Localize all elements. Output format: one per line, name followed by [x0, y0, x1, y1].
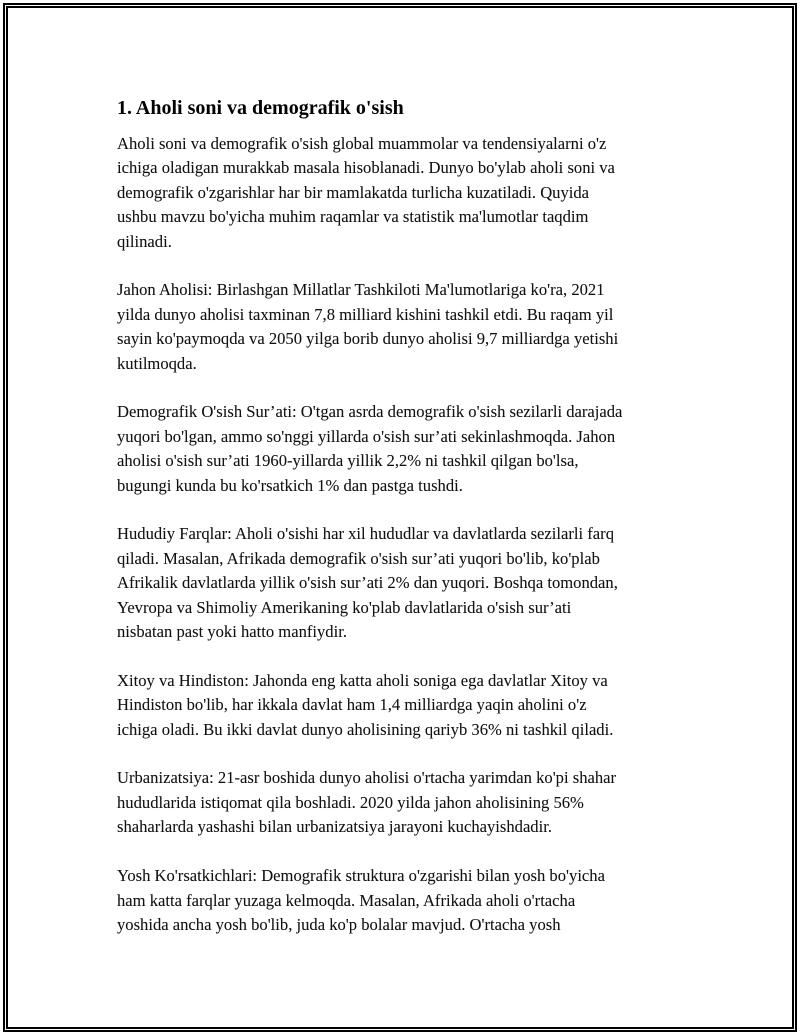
paragraph-line: kutilmoqda.	[117, 353, 197, 373]
paragraph	[117, 400, 697, 498]
paragraph-line: hududlarida istiqomat qila boshladi. 2020 yilda jahon aholisining 56%	[117, 792, 584, 812]
paragraph-line: Urbanizatsiya: 21-asr boshida dunyo aholisi o'rtacha yarimdan ko'pi shahar	[117, 768, 617, 788]
paragraph-line: qilinadi.	[117, 231, 172, 251]
paragraph-line: bugungi kunda bu ko'rsatkich 1% dan pastga tushdi.	[117, 475, 463, 495]
paragraph-line: ichiga oladigan murakkab masala hisoblanadi. Dunyo bo'ylab aholi soni va	[117, 158, 615, 178]
paragraph-line: yuqori bo'lgan, ammo so'nggi yillarda o'sish sur’ati sekinlashmoqda. Jahon	[117, 426, 616, 446]
paragraph	[117, 766, 697, 839]
paragraph	[117, 864, 697, 937]
paragraph-line: aholisi o'sish sur’ati 1960-yillarda yillik 2,2% ni tashkil qilgan bo'lsa,	[117, 451, 579, 471]
paragraph	[117, 522, 697, 644]
paragraph-line: demografik o'zgarishlar har bir mamlakatda turlicha kuzatiladi. Quyida	[117, 182, 590, 202]
paragraph-line: Hududiy Farqlar: Aholi o'sishi har xil hududlar va davlatlarda sezilarli farq	[117, 524, 614, 544]
paragraph-list	[117, 132, 697, 937]
paragraph-line: ushbu mavzu bo'yicha muhim raqamlar va statistik ma'lumotlar taqdim	[117, 207, 589, 227]
paragraph	[117, 669, 697, 742]
paragraph-line: sayin ko'paymoqda va 2050 yilga borib dunyo aholisi 9,7 milliardga yetishi	[117, 329, 619, 349]
paragraph-line: ichiga oladi. Bu ikki davlat dunyo aholisining qariyb 36% ni tashkil qiladi.	[117, 719, 614, 739]
paragraph-line: Xitoy va Hindiston: Jahonda eng katta aholi soniga ega davlatlar Xitoy va	[117, 670, 608, 690]
section-heading: 1. Aholi soni va demografik o'sish	[117, 97, 404, 119]
paragraph-line: Yevropa va Shimoliy Amerikaning ko'plab davlatlarida o'sish sur’ati	[117, 597, 572, 617]
paragraph-line: Demografik O'sish Sur’ati: O'tgan asrda demografik o'sish sezilarli darajada	[117, 402, 623, 422]
paragraph-line: qiladi. Masalan, Afrikada demografik o'sish sur’ati yuqori bo'lib, ko'plab	[117, 548, 600, 568]
document-body	[117, 96, 697, 962]
paragraph-line: yoshida ancha yosh bo'lib, juda ko'p bolalar mavjud. O'rtacha yosh	[117, 914, 561, 934]
paragraph-line: Afrikalik davlatlarda yillik o'sish sur’ati 2% dan yuqori. Boshqa tomondan,	[117, 573, 618, 593]
paragraph-line: Yosh Ko'rsatkichlari: Demografik struktura o'zgarishi bilan yosh bo'yicha	[117, 866, 605, 886]
paragraph-line: Aholi soni va demografik o'sish global muammolar va tendensiyalarni o'z	[117, 134, 607, 153]
paragraph-line: ham katta farqlar yuzaga kelmoqda. Masalan, Afrikada aholi o'rtacha	[117, 890, 576, 910]
paragraph	[117, 278, 697, 376]
paragraph-line: yilda dunyo aholisi taxminan 7,8 milliard kishini tashkil etdi. Bu raqam yil	[117, 304, 614, 324]
paragraph-line: shaharlarda yashashi bilan urbanizatsiya jarayoni kuchayishdadir.	[117, 817, 552, 837]
paragraph-line: Hindiston bo'lib, har ikkala davlat ham 1,4 milliardga yaqin aholini o'z	[117, 695, 587, 715]
paragraph	[117, 132, 697, 254]
paragraph-line: nisbatan past yoki hatto manfiydir.	[117, 622, 347, 642]
paragraph-line: Jahon Aholisi: Birlashgan Millatlar Tashkiloti Ma'lumotlariga ko'ra, 2021	[117, 280, 605, 300]
